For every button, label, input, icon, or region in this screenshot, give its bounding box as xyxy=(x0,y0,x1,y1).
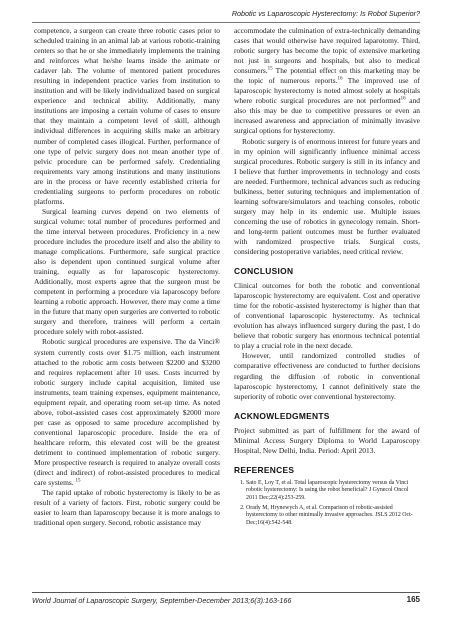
journal-citation: World Journal of Laparoscopic Surgery, September-December 2013;6(3):163-166 xyxy=(32,596,292,605)
section-heading-references: REFERENCES xyxy=(234,464,295,475)
reference-marker[interactable]: 16 xyxy=(400,96,406,102)
paragraph-text: Robotic surgical procedures are expensive. The da Vinci® system currently costs over $1.75 million, each instrument attached to the robotic arm costs between $2200 and $3200 and requires replacement after 10 uses. Costs incurred by robotic surgery include capital acquisition, limited use instruments, team training expenses, equipment maintenance, equipment repair, and operating room set-up time. As noted above, robot-assisted cases cost approximately $2000 more per case as opposed to same procedure accomplished by conventional laparoscopic procedure. Inside the era of healthcare reform, this elevated cost will be the greatest detriment to continued implementation of robotic surgery. More prospective research is required to analyze overall costs (direct and indirect) of robot-assisted procedures to medical care systems. xyxy=(34,337,220,488)
acknowledgments-text: Project submitted as part of fulfillment for the award of Minimal Access Surgery Diploma to World Laparoscopy Hospital, New Delhi, India. Period: April 2013. xyxy=(234,425,420,455)
body-paragraph xyxy=(234,26,420,137)
reference-marker[interactable]: 16 xyxy=(337,76,343,82)
reference-marker[interactable]: 15 xyxy=(75,478,81,484)
reference-item: 1. Sato E, Loy T, et al. Total laparoscopic hysterectomy versus da Vinci robotic hysterectomy: Is using the robot beneficial? J Gynecol Oncol 2011 Dec;22(4):253-259. xyxy=(246,480,420,503)
body-paragraph xyxy=(34,337,220,488)
body-paragraph: Robotic surgery is of enormous interest for future years and in my opinion will significantly influence minimal access surgical procedures. Robotic surgery is still in its infancy and I believe that further improvements in technology and costs are needed. Furthermore, technical advances such as reducing bulkiness, better suturing techniques and implementation of learning software/simulators and teaching consoles, robotic surgery may help in its endemic use. Multiple issues concerning the use of robotics in gynecology remain. Short-and long-term patient outcomes must be further evaluated with randomized prospective trials. Surgical costs, considering postoperative variables, need critical review. xyxy=(234,136,420,257)
running-head: Robotic vs Laparoscopic Hysterectomy: Is Robot Superior? xyxy=(231,9,420,18)
reference-item: 2. Orady M, Hrynewych A, et al. Comparison of robotic-assisted hysterectomy to other minimally invasive approaches. JSLS 2012 Oct-Dec;16(4):542-548. xyxy=(246,505,420,528)
page-number: 165 xyxy=(406,595,420,604)
section-heading-acknowledgments: ACKNOWLEDGMENTS xyxy=(234,410,330,421)
right-column xyxy=(234,26,420,592)
paragraph-text: The improved use of laparoscopic hysterectomy is noted almost solely at hospitals where robotic surgical procedures are not performed xyxy=(234,76,420,106)
paragraph-text: and also this may be due to competitive pressures or even an increased awareness and appreciation of minimally invasive surgical options for hysterectomy. xyxy=(234,96,420,136)
paragraph-text: The potential effect on this marketing may be the topic of numerous reports. xyxy=(234,66,420,86)
body-paragraph: Clinical outcomes for both the robotic and conventional laparoscopic hysterectomy are equivalent. Cost and operative time for the robotic-assisted hysterectomy is higher than that of conventional laparoscopic hysterectomy. As technical evolution has always influenced surgery during the past, I do believe that robotic surgery has enormous technical potential to play a crucial role in the next decade. xyxy=(234,281,420,351)
header-rule xyxy=(32,22,420,23)
body-paragraph: However, until randomized controlled studies of comparative effectiveness are conducted to further decisions regarding the diffusion of robotic in conventional laparoscopic hysterectomy, I cannot definitively state the superiority of robotic over conventional hysterectomy. xyxy=(234,351,420,401)
footer-rule xyxy=(32,592,420,593)
reference-list xyxy=(234,480,420,528)
left-column xyxy=(34,26,220,592)
paragraph-text: accommodate the culmination of extra-technically demanding cases that would otherwise have required laparotomy. Third, robotic surgery has become the topic of extensive marketing not just in surgeons and hospitals, but also to medical consumers. xyxy=(234,26,420,76)
reference-marker[interactable]: 15 xyxy=(267,66,273,72)
body-paragraph: Surgical learning curves depend on two elements of surgical volume: total number of procedures performed and the time interval between procedures. Proficiency in a new procedure includes the procedure itself and also the ability to manage complications. Furthermore, safe surgical practice also is dependent upon continued surgical volume after training, equally as for laparoscopic hysterectomy. Additionally, most experts agree that the surgeon must be competent in performing a procedure via laparoscopy before learning a robotic approach. However, there may come a time in the future that many open surgeries are converted to robotic surgery and therefore, trainees will perform a certain procedure solely with robot-assisted. xyxy=(34,206,220,337)
body-paragraph: The rapid uptake of robotic hysterectomy is likely to be as result of a variety of factors. First, robotic surgery could be easier to learn than laparoscopy because it is more analogs to traditional open surgery. Second, robotic assistance may xyxy=(34,488,220,528)
section-heading-conclusion: CONCLUSION xyxy=(234,266,294,277)
body-paragraph: competence, a surgeon can create three robotic cases prior to scheduled training in an animal lab at various robotic-training centers so that he or she immediately implements the training and reinforces what he/she learns inside the animate or cadaver lab. The volume of mentored patient procedures resulting in independent practice varies from institution to institution and will be likely individualized based on surgical experience and technical ability. Additionally, many institutions are imposing a certain volume of cases to ensure that they maintain a competent level of skill, although individual differences in acquiring skills make an arbitrary number of completed cases illogical. Further, performance of one type of pelvic surgery does not mean another type of pelvic procedure can be performed safely. Credentialing requirements vary among institutions and many institutions are in the process or have recently established criteria for credentialing surgeons to perform procedures on robotic platforms. xyxy=(34,26,220,206)
